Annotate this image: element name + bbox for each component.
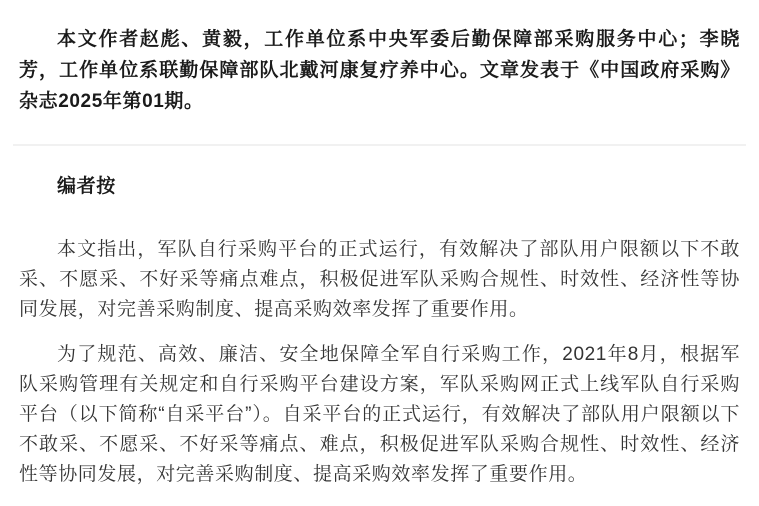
section-divider xyxy=(13,144,746,146)
body-paragraph: 为了规范、高效、廉洁、安全地保障全军自行采购工作，2021年8月，根据军队采购管理有关规定和自行采购平台建设方案，军队采购网正式上线军队自行采购平台（以下简称“自采平台”）。自采平台的正式运行，有效解决了部队用户限额以下不敢采、不愿采、不好采等痛点、难点，积极促进军队采购合规性、时效性、经济性等协同发展，对完善采购制度、提高采购效率发挥了重要作用。 xyxy=(19,344,740,485)
author-attribution-paragraph: 本文作者赵彪、黄毅，工作单位系中央军委后勤保障部采购服务中心；李晓芳，工作单位系联勤保障部队北戴河康复疗养中心。文章发表于《中国政府采购》杂志2025年第01期。 xyxy=(19,29,740,112)
editor-note-heading: 编者按 xyxy=(57,176,116,197)
editor-note-paragraph: 本文指出，军队自行采购平台的正式运行，有效解决了部队用户限额以下不敢采、不愿采、不好采等痛点难点，积极促进军队采购合规性、时效性、经济性等协同发展，对完善采购制度、提高采购效率发挥了重要作用。 xyxy=(19,239,740,320)
